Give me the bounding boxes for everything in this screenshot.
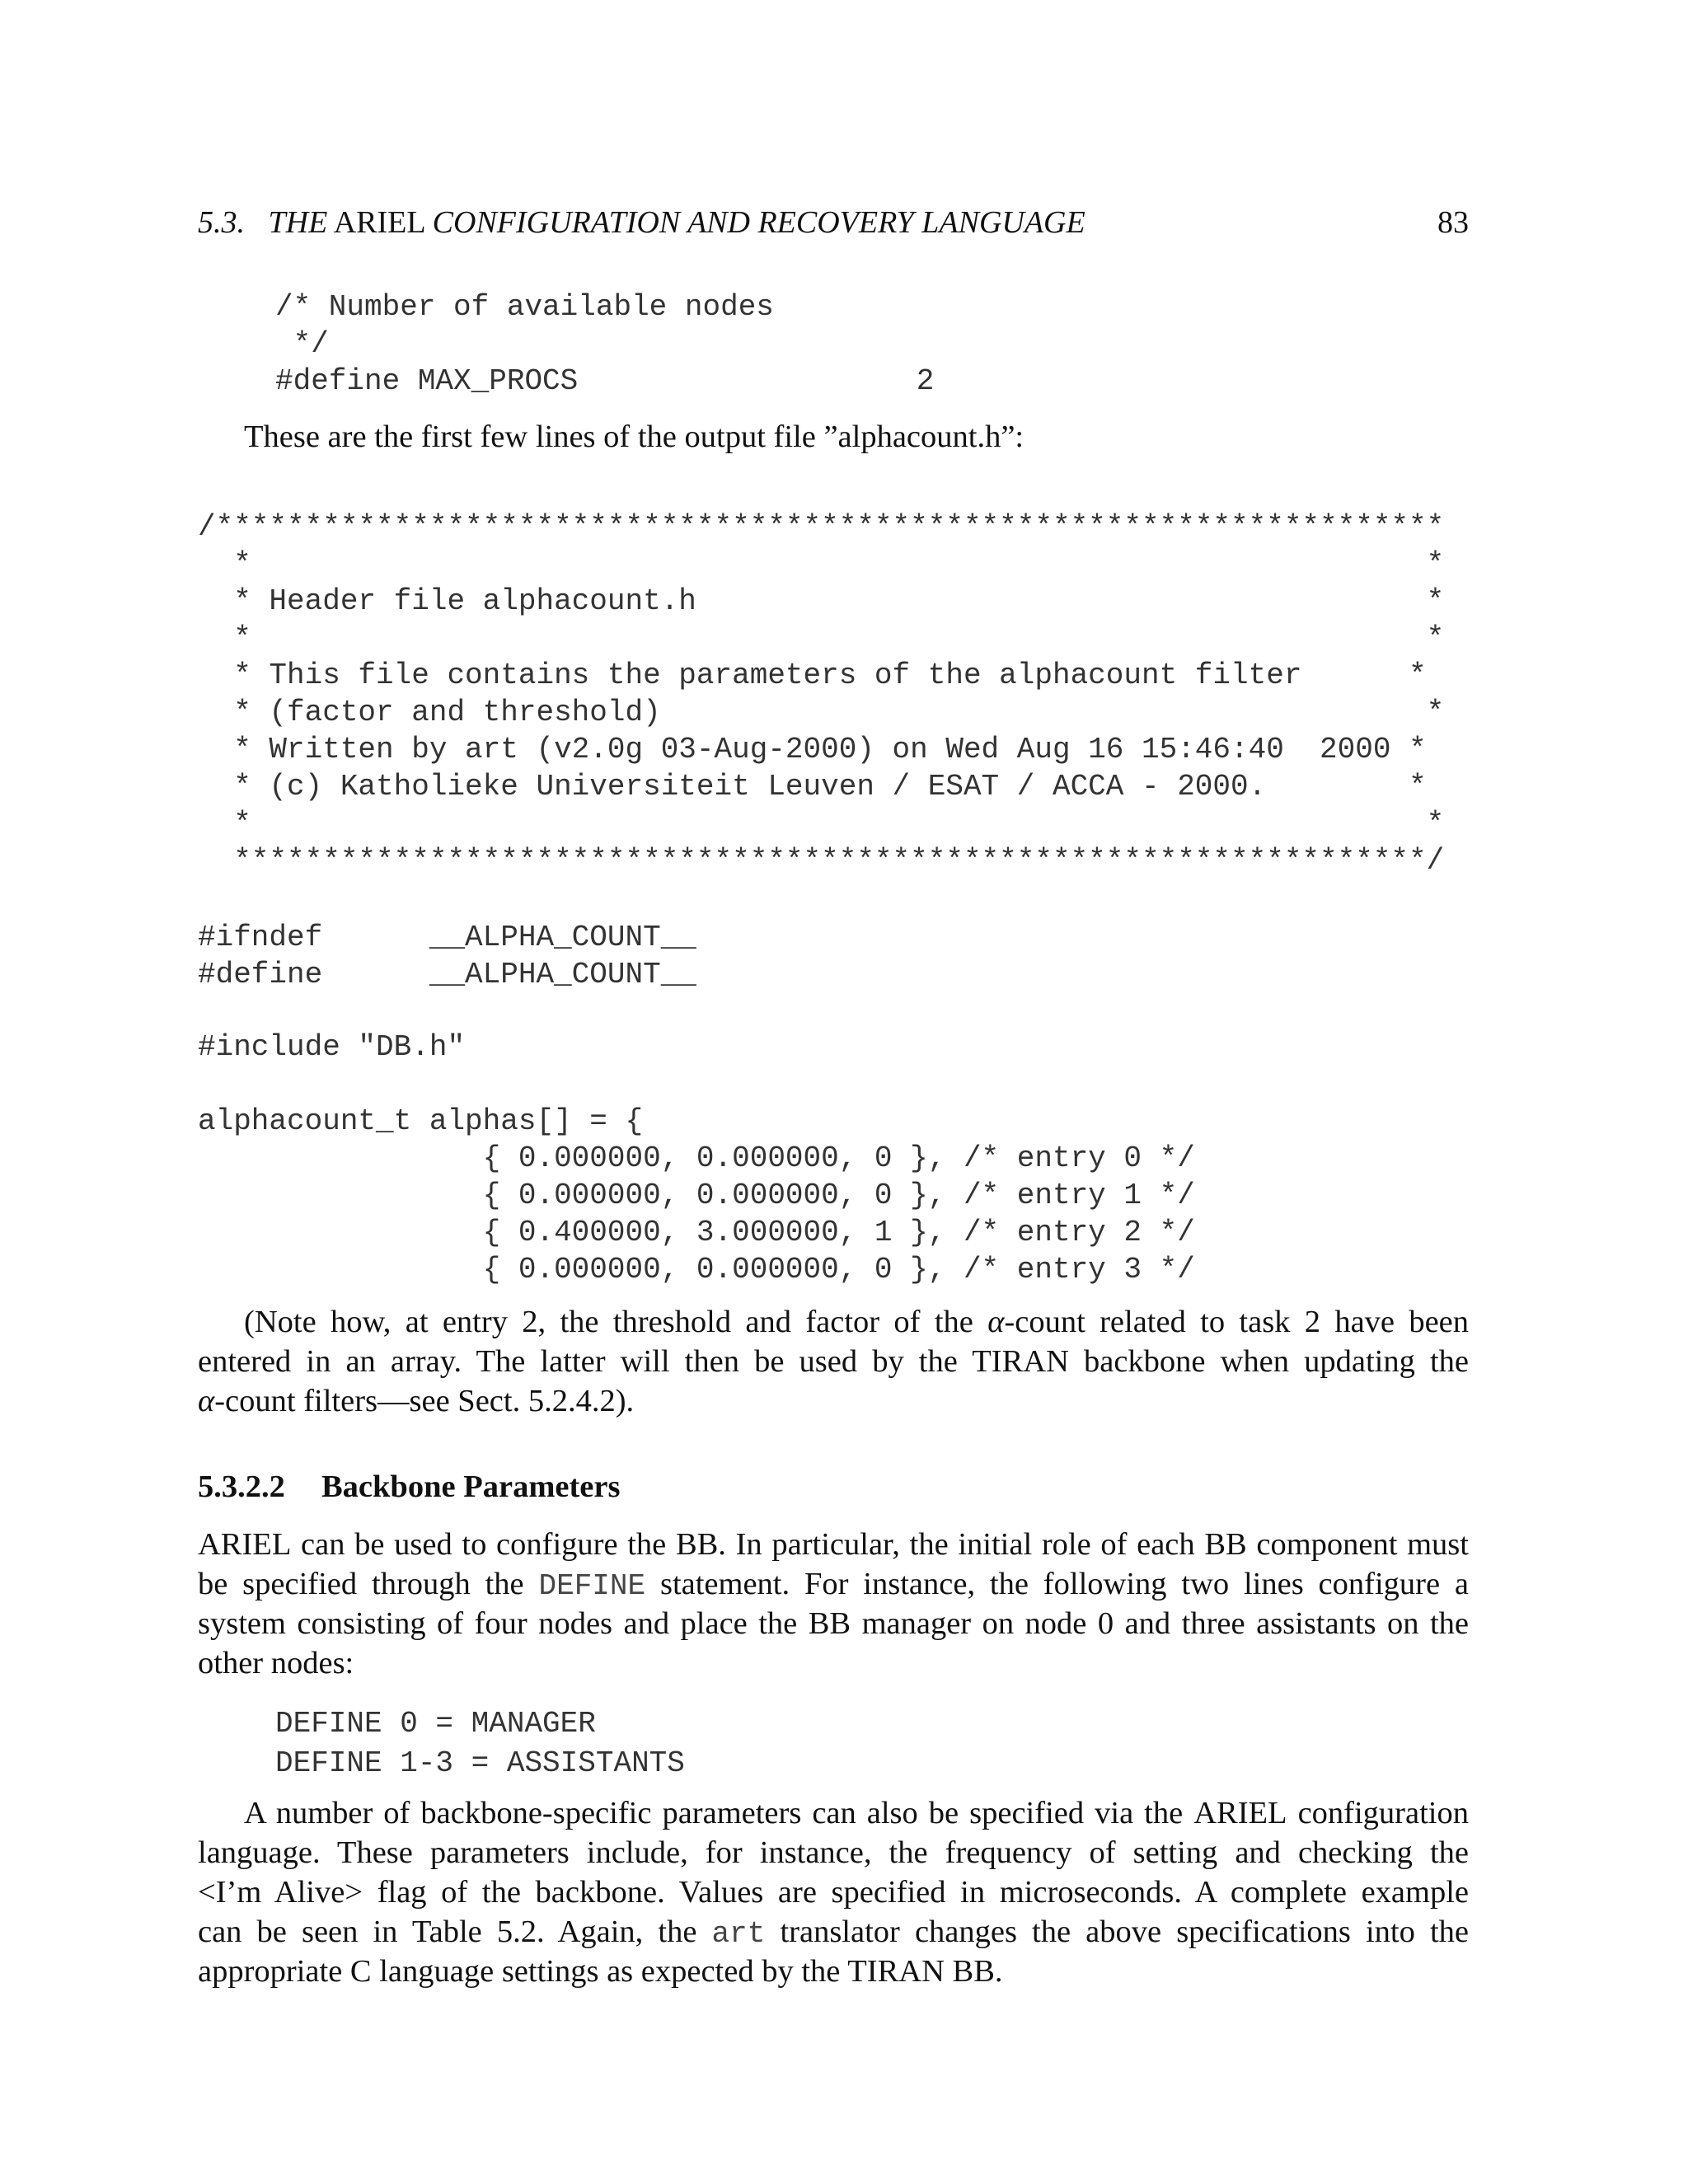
section-title: Backbone Parameters xyxy=(321,1469,621,1504)
code-line: DEFINE 0 = MANAGER xyxy=(275,1707,596,1741)
section-number: 5.3.2.2 xyxy=(198,1469,285,1504)
param-line-1: A number of backbone-specific parameters can also be specified via the ARIEL configuration xyxy=(244,1796,1469,1830)
code-line: * This file contains the parameters of the alphacount filter * xyxy=(198,658,1427,692)
art-keyword: art xyxy=(711,1917,766,1951)
bb-line-3: system consisting of four nodes and place the BB manager on node 0 and three assistants on the xyxy=(198,1606,1469,1641)
define-keyword: DEFINE xyxy=(538,1569,646,1603)
param-line-2: language. These parameters include, for instance, the frequency of setting and checking the xyxy=(198,1835,1469,1870)
note-line-1: (Note how, at entry 2, the threshold and factor of the α-count related to task 2 have been xyxy=(244,1305,1469,1339)
code-line: #define MAX_PROCS 2 xyxy=(275,364,935,398)
code-line: #include "DB.h" xyxy=(198,1030,466,1064)
running-header xyxy=(198,199,1469,246)
bb-line-2: be specified through the DEFINE statement. For instance, the following two lines configure a xyxy=(198,1567,1469,1603)
alpha-symbol: α xyxy=(987,1305,1005,1339)
note-line-3: α-count filters—see Sect. 5.2.4.2). xyxy=(198,1384,635,1418)
code-line: * Header file alphacount.h * xyxy=(198,584,1445,618)
code-line: { 0.000000, 0.000000, 0 }, /* entry 0 */ xyxy=(198,1141,1195,1175)
code-alphas-array xyxy=(198,1103,1195,1288)
param-line-4: can be seen in Table 5.2. Again, the art translator changes the above specifications into the xyxy=(198,1915,1470,1951)
code-include-guard xyxy=(198,919,696,993)
bb-line-1: ARIEL can be used to configure the BB. In particular, the initial role of each BB component must xyxy=(198,1527,1469,1562)
code-line: /********************************************************************* xyxy=(198,510,1445,544)
code-line: *******************************************************************/ xyxy=(198,844,1445,878)
header-title-post: CONFIGURATION AND RECOVERY LANGUAGE xyxy=(432,205,1085,240)
code-header-comment xyxy=(198,509,1444,879)
code-include xyxy=(198,1029,465,1066)
parameters-paragraph xyxy=(198,1793,1469,1991)
section-heading xyxy=(198,1464,620,1510)
header-title-pre: THE xyxy=(268,205,328,240)
code-line: * (factor and threshold) * xyxy=(198,696,1445,729)
param-line-3: <I’m Alive> flag of the backbone. Values are specified in microseconds. A complete example xyxy=(198,1875,1469,1910)
code-line: * (c) Katholieke Universiteit Leuven / ESAT / ACCA - 2000. * xyxy=(198,770,1427,804)
code-line: * * xyxy=(198,807,1445,841)
alpha-symbol: α xyxy=(198,1384,215,1418)
header-section-number: 5.3. xyxy=(198,205,245,240)
code-snippet-top xyxy=(275,288,934,400)
header-title-smallcaps: ARIEL xyxy=(333,205,425,240)
code-line: * Written by art (v2.0g 03-Aug-2000) on Wed Aug 16 15:46:40 2000 * xyxy=(198,733,1427,766)
code-line: { 0.400000, 3.000000, 1 }, /* entry 2 */ xyxy=(198,1216,1195,1249)
code-line: * * xyxy=(198,547,1445,581)
param-line-5: appropriate C language settings as expected by the TIRAN BB. xyxy=(198,1954,1003,1989)
code-line: DEFINE 1-3 = ASSISTANTS xyxy=(275,1746,685,1780)
code-line: /* Number of available nodes xyxy=(275,290,774,324)
intro-line: These are the first few lines of the output file ”alphacount.h”: xyxy=(244,419,1025,454)
code-line: #define __ALPHA_COUNT__ xyxy=(198,958,696,991)
code-line: alphacount_t alphas[] = { xyxy=(198,1104,644,1138)
note-paragraph xyxy=(198,1302,1469,1421)
page-number: 83 xyxy=(1437,205,1469,240)
code-line: */ xyxy=(275,327,329,361)
code-line: { 0.000000, 0.000000, 0 }, /* entry 3 */ xyxy=(198,1253,1195,1286)
code-line: #ifndef __ALPHA_COUNT__ xyxy=(198,921,696,954)
bb-line-4: other nodes: xyxy=(198,1646,354,1680)
intro-sentence xyxy=(244,417,1480,457)
backbone-paragraph xyxy=(198,1525,1469,1683)
code-line: { 0.000000, 0.000000, 0 }, /* entry 1 */ xyxy=(198,1179,1195,1212)
code-line: * * xyxy=(198,621,1445,655)
code-define-block xyxy=(275,1704,685,1783)
note-line-2: entered in an array. The latter will then be used by the TIRAN backbone when updating the xyxy=(198,1344,1469,1379)
